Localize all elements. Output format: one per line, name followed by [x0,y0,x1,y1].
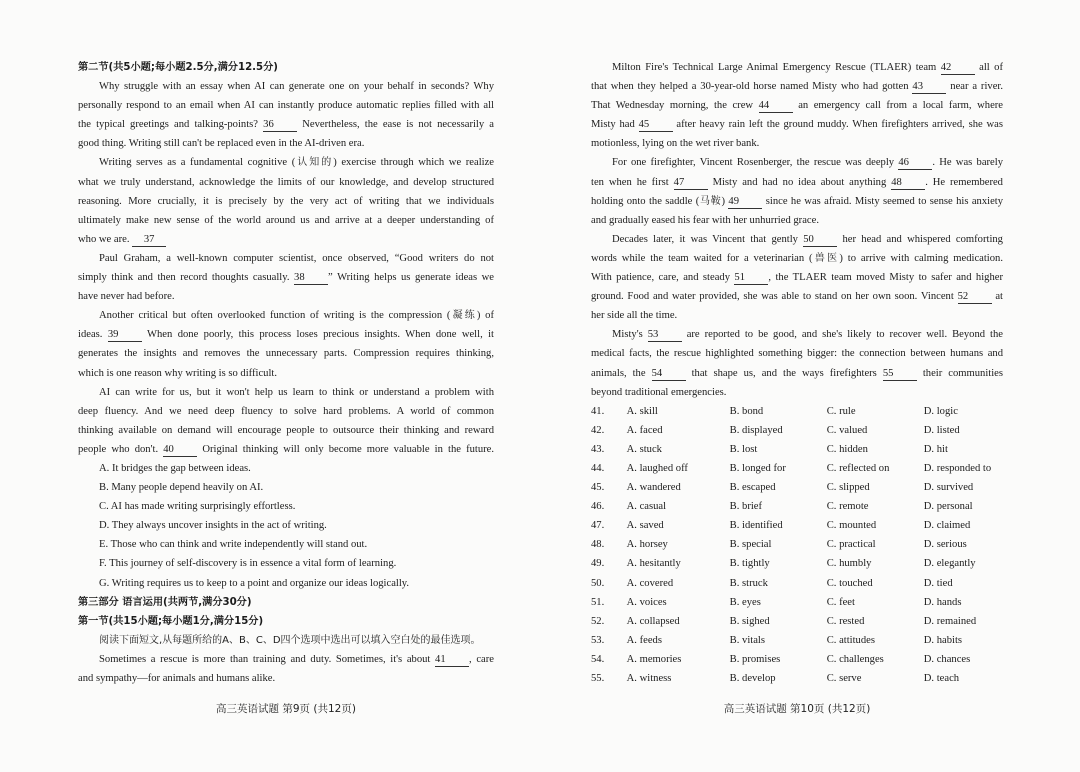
question-row: 53. A. feeds B. vitals C. attitudes D. habits [591,634,963,646]
paragraph-3: Paul Graham, a well-known computer scientist, once observed, “Good writers do not simply think and then record thoughts casually. 38 ” Writing helps us generate ideas we have never had before. [78,252,494,303]
section-heading: 第一节(共15小题;每小题1分,满分15分) [78,615,264,627]
option-f: F. This journey of self-discovery is in essence a vital form of learning. [99,558,397,570]
paragraph-2: Writing serves as a fundamental cognitive (认知的) exercise through which we realize what we truly understand, acknowledge the limits of our knowledge, and develop structured reasoning. More crucially, it is precisely by the very act of writing that we individuals ultimately make new sense of the world around us and arrive at a deeper understanding of who we are. 37 [78,157,494,245]
blank-49: 49 [728,196,762,209]
question-row: 49. A. hesitantly B. tightly C. humbly D. elegantly [591,558,976,570]
paragraph-5: AI can write for us, but it won't help us learn to think or understand a problem with deep fluency. And we need deep fluency to solve hard problems. A world of common thinking available on demand will encourage people to outsource their thinking and reward people who don't. 40 Original thinking will only become more valuable in the future. [78,386,494,455]
page-footer: 高三英语试题 第9页 (共12页) [216,703,356,715]
cloze-paragraph-5: Misty's 53 are reported to be good, and she's likely to recover well. Beyond the medical facts, the rescue highlighted something bigger: the connection between humans and animals, the 54 that shape us, and the ways firefighters 55 their communities beyond traditional emergencies. [591,329,1003,398]
cloze-paragraph-4: Decades later, it was Vincent that gently 50 her head and whispered comforting words while the team waited for a veterinarian (兽医) to arrive with calming medication. With patience, care, and steady 51 , the TLAER team moved Misty to safer and higher ground. Food and water provided, she was able to stand on her own soon. Vincent 52 at her side all the time. [591,233,1003,322]
blank-54: 54 [652,368,686,381]
cloze-paragraph-1: Sometimes a rescue is more than training and duty. Sometimes, it's about 41 , care and sympathy—for animals and humans alike. [78,653,494,684]
question-row: 52. A. collapsed B. sighed C. rested D. remained [591,615,977,627]
answer-options [78,459,494,593]
blank-47: 47 [674,177,708,190]
question-row: 45. A. wandered B. escaped C. slipped D. survived [591,482,974,494]
blank-40: 40 [163,444,197,457]
question-row: 47. A. saved B. identified C. mounted D. claimed [591,520,971,532]
page-9 [78,58,494,688]
blank-55: 55 [883,368,917,381]
blank-39: 39 [108,329,142,342]
page-10 [591,58,1003,688]
question-row: 43. A. stuck B. lost C. hidden D. hit [591,443,948,455]
option-d: D. They always uncover insights in the act of writing. [99,520,327,532]
question-row: 44. A. laughed off B. longed for C. reflected on D. responded to [591,462,992,474]
blank-52: 52 [958,291,992,304]
blank-38: 38 [294,272,328,285]
question-row: 51. A. voices B. eyes C. feet D. hands [591,596,962,608]
blank-44: 44 [759,100,793,113]
blank-51: 51 [734,272,768,285]
question-row: 41. A. skill B. bond C. rule D. logic [591,405,958,417]
part-heading: 第三部分 语言运用(共两节,满分30分) [78,596,252,608]
question-row: 42. A. faced B. displayed C. valued D. listed [591,424,960,436]
blank-45: 45 [639,119,673,132]
blank-41: 41 [435,654,469,667]
question-row: 50. A. covered B. struck C. touched D. tied [591,577,953,589]
instructions: 阅读下面短文,从每题所给的A、B、C、D四个选项中选出可以填入空白处的最佳选项。 [99,634,481,646]
question-row: 48. A. horsey B. special C. practical D. serious [591,539,967,551]
option-g: G. Writing requires us to keep to a point and organize our ideas logically. [99,577,410,589]
question-row: 54. A. memories B. promises C. challenges D. chances [591,653,971,665]
page-footer: 高三英语试题 第10页 (共12页) [723,703,871,715]
question-row: 55. A. witness B. develop C. serve D. teach [591,673,960,684]
paragraph-1: Why struggle with an essay when AI can generate one on your behalf in seconds? Why personally respond to an email when AI can instantly produce automatic replies filled with all the typical greetings and talking-points? 36 Nevertheless, the ease is not necessarily a good thing. Writing still can't be replaced even in the AI-driven era. [78,81,494,150]
option-a: A. It bridges the gap between ideas. [99,462,251,474]
blank-43: 43 [912,81,946,94]
option-e: E. Those who can think and write independently will stand out. [99,539,368,551]
blank-53: 53 [648,329,682,342]
blank-46: 46 [898,157,932,170]
option-c: C. AI has made writing surprisingly effortless. [99,501,296,513]
blank-50: 50 [803,234,837,247]
section-heading: 第二节(共5小题;每小题2.5分,满分12.5分) [78,62,278,73]
blank-37: 37 [132,234,166,247]
question-options-table [591,402,1003,688]
paragraph-4: Another critical but often overlooked function of writing is the compression (凝练) of ideas. 39 When done poorly, this process loses precious insights. When done well, it generates the insights and removes the unnecessary parts. Compression requires thinking, which is one reason why writing is so difficult. [78,310,494,379]
cloze-paragraph-2: Milton Fire's Technical Large Animal Emergency Rescue (TLAER) team 42 all of that when they helped a 30-year-old horse named Misty who had gotten 43 near a river. That Wednesday morning, the crew 44 an emergency call from a local farm, where Misty had 45 after heavy rain left the ground muddy. When firefighters arrived, she was motionless, lying on the wet river bank. [591,62,1003,150]
blank-48: 48 [891,177,925,190]
option-b: B. Many people depend heavily on AI. [99,482,264,494]
question-row: 46. A. casual B. brief C. remote D. personal [591,501,973,513]
blank-42: 42 [941,62,975,75]
blank-36: 36 [263,119,297,132]
cloze-paragraph-3: For one firefighter, Vincent Rosenberger, the rescue was deeply 46 . He was barely ten when he first 47 Misty and had no idea about anything 48 . He remembered holding onto the saddle (马鞍) 49 since he was afraid. Misty seemed to sense his anxiety and gradually eased his fear with her unhurried grace. [591,157,1003,226]
